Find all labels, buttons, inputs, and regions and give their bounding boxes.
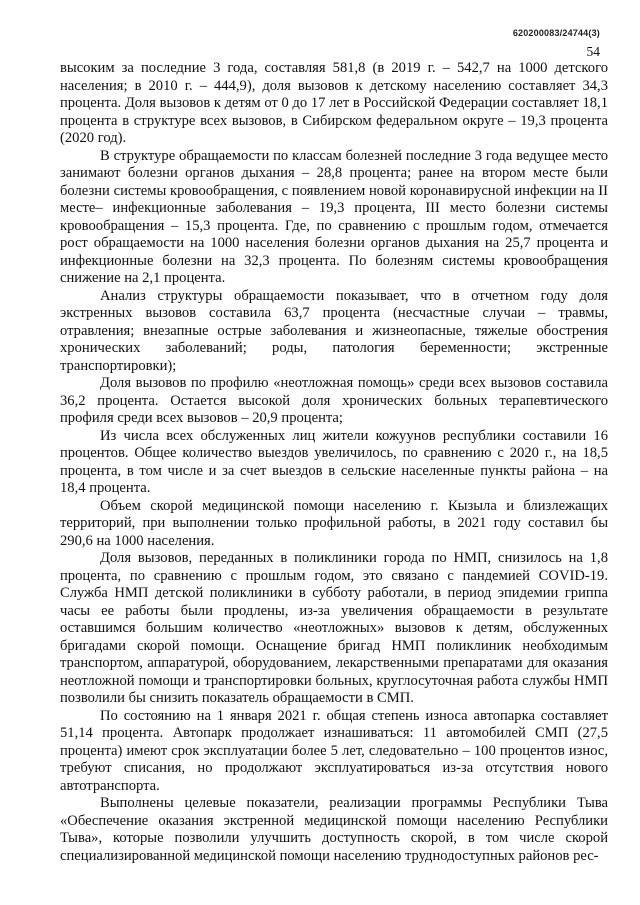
paragraph: По состоянию на 1 января 2021 г. общая степень износа автопарка составляет 51,14 процента. Автопарк продолжает изнашиваться: 11 автомобилей СМП (27,5 процента) имеют срок эксплуатации более 5 лет, следовательно – 100 процентов износ, требуют списания, но продолжают эксплуатироваться из-за отсутствия нового автотранспорта. (60, 707, 608, 794)
document-id: 620200083/24744(3) (512, 28, 600, 38)
paragraph: Доля вызовов по профилю «неотложная помощь» среди всех вызовов составила 36,2 процента. Остается высокой доля хронических больных терапевтического профиля среди всех вызовов – 20,9 процента; (60, 375, 608, 426)
paragraph: Анализ структуры обращаемости показывает, что в отчетном году доля экстренных вызовов составила 63,7 процента (несчастные случаи – травмы, отравления; внезапные острые заболевания и жизнеопасные, тяжелые обострения хронических заболеваний; роды, патология беременности; экстренные транспортировки); (60, 287, 608, 374)
paragraph: Объем скорой медицинской помощи населению г. Кызыла и близлежащих территорий, при выполнении только профильной работы, в 2021 году составил бы 290,6 на 1000 населения. (60, 497, 608, 549)
paragraph: Доля вызовов, переданных в поликлиники города по НМП, снизилось на 1,8 процента, по сравнению с прошлым годом, это связано с пандемией COVID-19. Служба НМП детской поликлиники в субботу работали, в период эпидемии гриппа часы ее работы были продлены, из-за увеличения обращаемости в результате оставшимся большим количество «неотложных» вызовов к детям, обслуженных бригадами скорой помощи. Оснащение бригад НМП поликлиник необходимым транспортом, аппаратурой, оборудованием, лекарственными препаратами для оказания неотложной помощи и транспортировки больных, круглосуточная работа службы НМП позволили бы снизить показатель обращаемости в СМП. (60, 550, 608, 706)
page-number: 54 (586, 44, 600, 59)
paragraph: Выполнены целевые показатели, реализации программы Республики Тыва «Обеспечение оказания экстренной медицинской помощи населению Республики Тыва», которые позволили улучшить доступность скорой, в том числе скорой специализированной медицинской помощи населению труднодоступных районов рес- (60, 795, 608, 864)
paragraph: высоким за последние 3 года, составляя 581,8 (в 2019 г. – 542,7 на 1000 детского населения; в 2010 г. – 444,9), доля вызовов к детскому населению составляет 34,3 процента. Доля вызовов к детям от 0 до 17 лет в Российской Федерации составляет 18,1 процента в структуре всех вызовов, в Сибирском федеральном округе – 19,3 процента (2020 год). (60, 60, 608, 146)
paragraph: Из числа всех обслуженных лиц жители кожуунов республики составили 16 процентов. Общее количество выездов увеличилось, по сравнению с 2020 г., на 18,5 процента, в том числе и за счет выездов в сельские населенные пункты района – на 18,4 процента. (60, 427, 608, 496)
document-body (60, 60, 608, 865)
paragraph: В структуре обращаемости по классам болезней последние 3 года ведущее место занимают болезни органов дыхания – 28,8 процента; ранее на втором месте были болезни системы кровообращения, с появлением новой коронавирусной инфекции на II месте– инфекционные заболевания – 19,3 процента, III место болезни системы кровообращения – 15,3 процента. Где, по сравнению с прошлым годом, отмечается рост обращаемости на 1000 населения болезни органов дыхания на 25,7 процента и инфекционные болезни на 32,3 процента. По болезням системы кровообращения снижение на 2,1 процента. (60, 147, 608, 286)
